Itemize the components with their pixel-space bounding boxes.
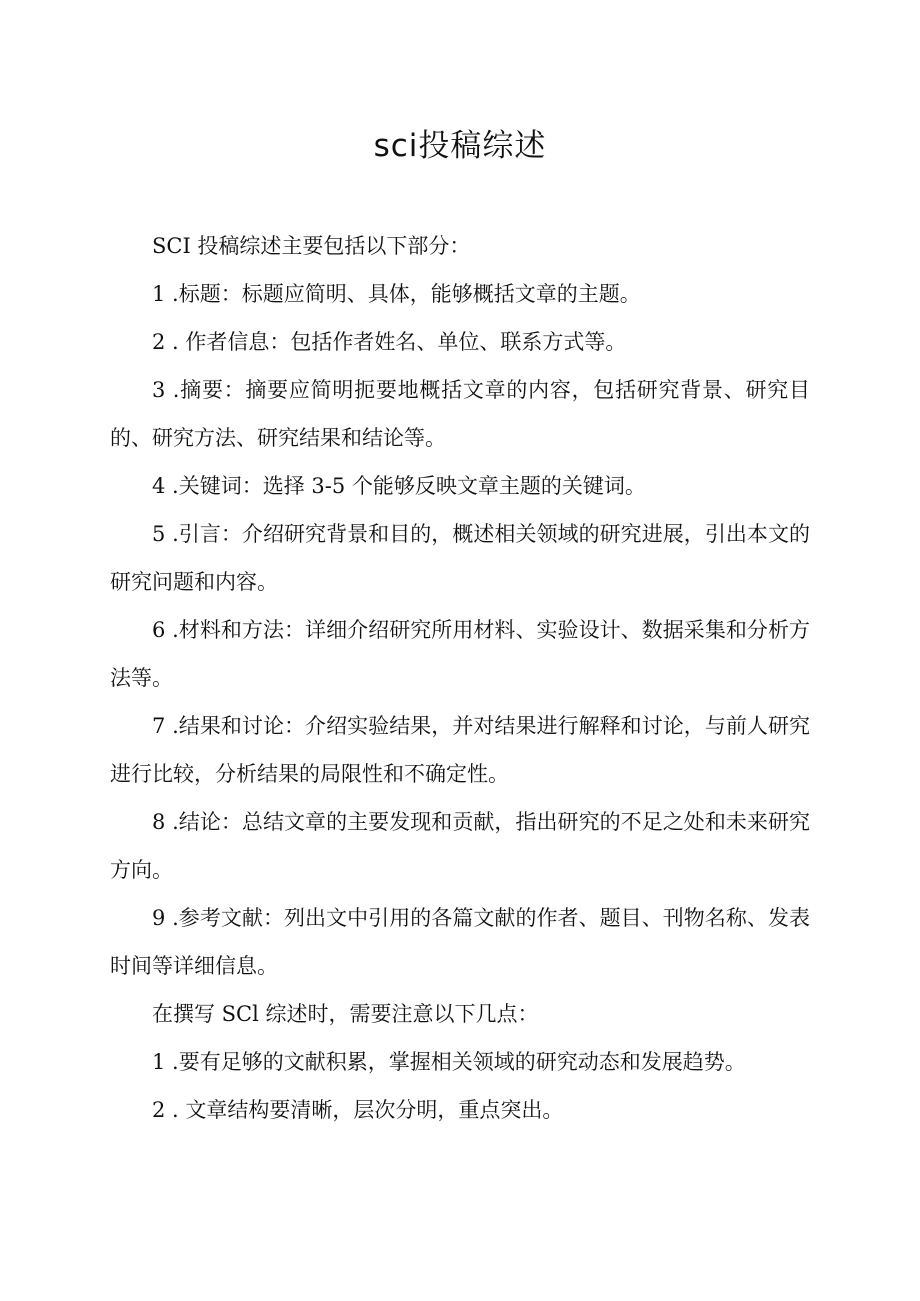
list-item-references: 9 .参考文献：列出文中引用的各篇文献的作者、题目、刊物名称、发表时间等详细信息。 [110,906,810,978]
list-item-results: 7 .结果和讨论：介绍实验结果，并对结果进行解释和讨论，与前人研究进行比较，分析结果的局限性和不确定性。 [110,714,810,786]
notes-intro-paragraph: 在撰写 SCl 综述时，需要注意以下几点： [152,1002,539,1026]
list-item-conclusion: 8 .结论：总结文章的主要发现和贡献，指出研究的不足之处和未来研究方向。 [110,810,810,882]
list-item-methods: 6 .材料和方法：详细介绍研究所用材料、实验设计、数据采集和分析方法等。 [110,618,810,690]
list-item-introduction: 5 .引言：介绍研究背景和目的，概述相关领域的研究进展，引出本文的研究问题和内容。 [110,522,810,594]
document-body [110,222,810,1134]
note-item-structure: 2 . 文章结构要清晰，层次分明，重点突出。 [152,1098,564,1122]
list-item-keywords: 4 .关键词：选择 3-5 个能够反映文章主题的关键词。 [152,474,646,498]
document-title: sci投稿综述 [373,128,547,164]
note-item-literature: 1 .要有足够的文献积累，掌握相关领域的研究动态和发展趋势。 [152,1050,746,1074]
list-item-author-info: 2 . 作者信息：包括作者姓名、单位、联系方式等。 [152,330,627,354]
intro-paragraph: SCI 投稿综述主要包括以下部分： [152,234,471,258]
list-item-abstract: 3 .摘要：摘要应简明扼要地概括文章的内容，包括研究背景、研究目的、研究方法、研究结果和结论等。 [110,378,810,450]
list-item-title: 1 .标题：标题应简明、具体，能够概括文章的主题。 [152,282,641,306]
